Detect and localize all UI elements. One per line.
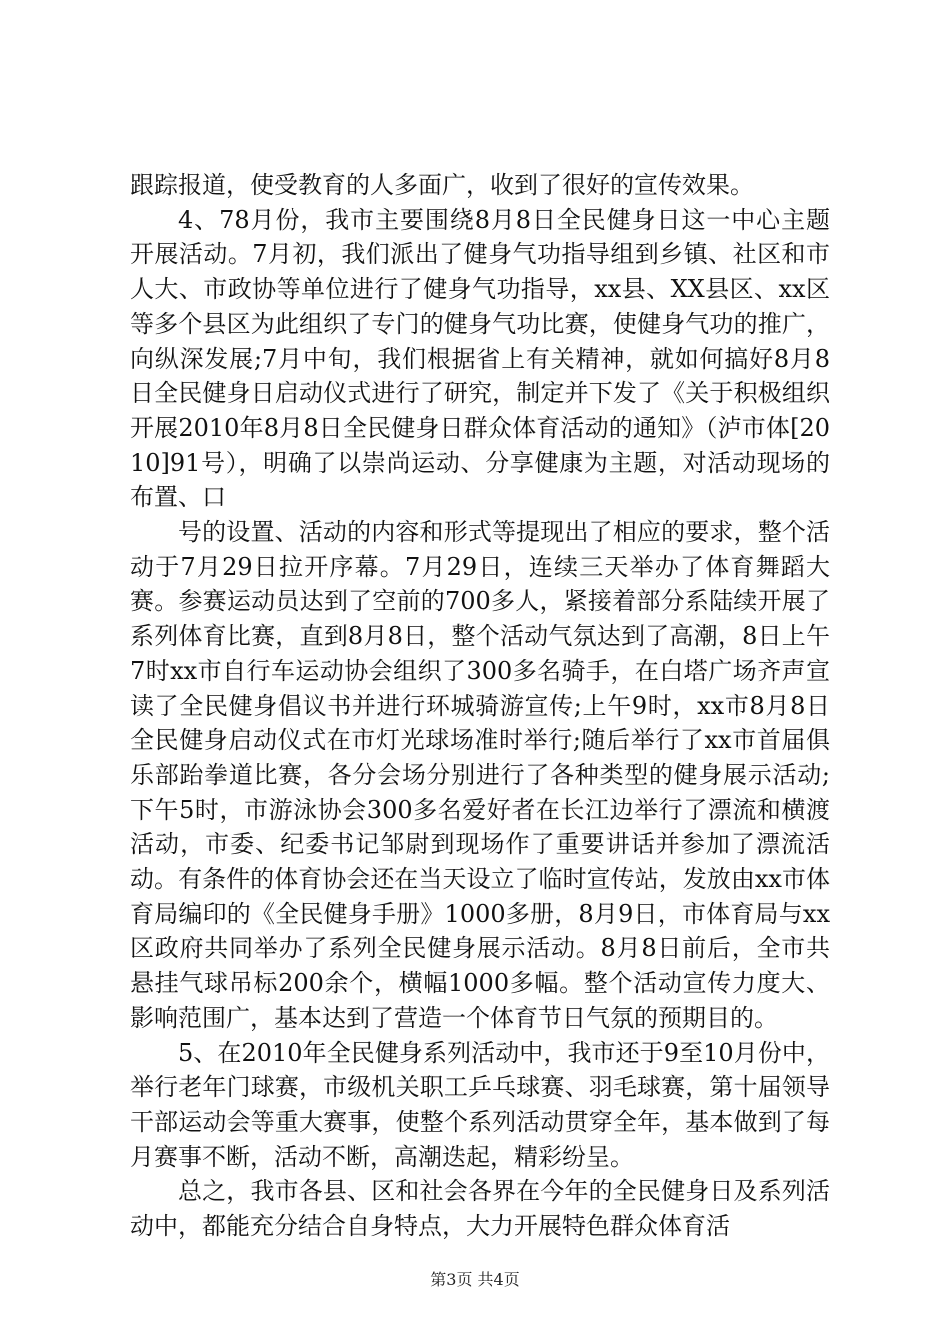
paragraph-3: 号的设置、活动的内容和形式等提现出了相应的要求，整个活动于7月29日拉开序幕。7月29日，连续三天举办了体育舞蹈大赛。参赛运动员达到了空前的700多人，紧接着部分系陆续开展了系列体育比赛，直到8月8日，整个活动气氛达到了高潮，8日上午7时xx市自行车运动协会组织了300多名骑手，在白塔广场齐声宣读了全民健身倡议书并进行环城骑游宣传;上午9时，xx市8月8日全民健身启动仪式在市灯光球场准时举行;随后举行了xx市首届俱乐部跆拳道比赛，各分会场分别进行了各种类型的健身展示活动;下午5时，市游泳协会300多名爱好者在长江边举行了漂流和横渡活动，市委、纪委书记邹尉到现场作了重要讲话并参加了漂流活动。有条件的体育协会还在当天设立了临时宣传站，发放由xx市体育局编印的《全民健身手册》1000多册，8月9日，市体育局与xx区政府共同举办了系列全民健身展示活动。8月8日前后，全市共悬挂气球吊标200余个，横幅1000多幅。整个活动宣传力度大、影响范围广，基本达到了营造一个体育节日气氛的预期目的。 [130, 518, 830, 1032]
page-number-label: 第3页 共4页 [430, 1270, 520, 1289]
document-body [130, 168, 830, 1244]
paragraph-2: 4、78月份，我市主要围绕8月8日全民健身日这一中心主题开展活动。7月初，我们派出了健身气功指导组到乡镇、社区和市人大、市政协等单位进行了健身气功指导，xx县、XX县区、xx区等多个县区为此组织了专门的健身气功比赛，使健身气功的推广，向纵深发展;7月中旬，我们根据省上有关精神，就如何搞好8月8日全民健身日启动仪式进行了研究，制定并下发了《关于积极组织开展2010年8月8日全民健身日群众体育活动的通知》（泸市体[2010]91号），明确了以崇尚运动、分享健康为主题，对活动现场的布置、口 [130, 205, 830, 512]
paragraph-1: 跟踪报道，使受教育的人多面广，收到了很好的宣传效果。 [130, 171, 754, 199]
page-footer [0, 1270, 950, 1290]
paragraph-4: 5、在2010年全民健身系列活动中，我市还于9至10月份中，举行老年门球赛，市级机关职工乒乓球赛、羽毛球赛，第十届领导干部运动会等重大赛事，使整个系列活动贯穿全年，基本做到了每月赛事不断，活动不断，高潮迭起，精彩纷呈。 [130, 1038, 830, 1171]
paragraph-5: 总之，我市各县、区和社会各界在今年的全民健身日及系列活动中，都能充分结合自身特点，大力开展特色群众体育活 [130, 1177, 830, 1241]
